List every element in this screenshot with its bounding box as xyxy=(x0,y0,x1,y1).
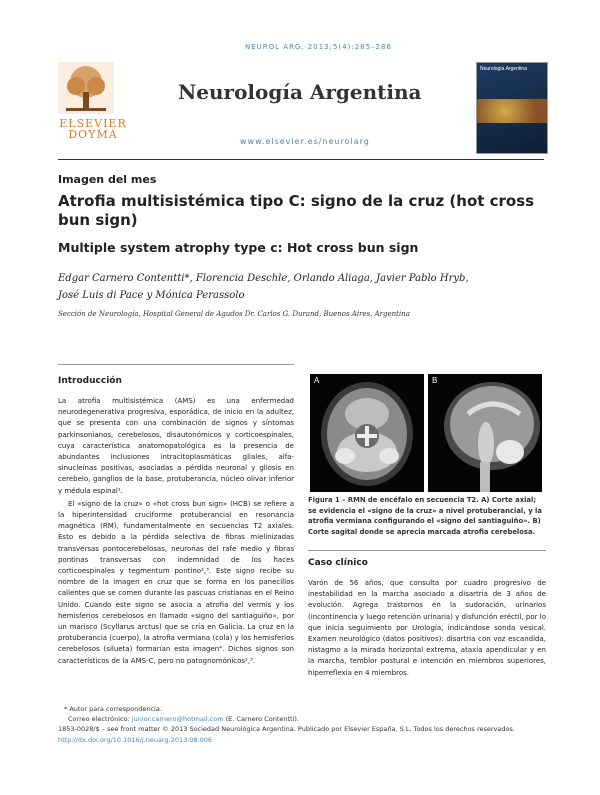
affiliation: Sección de Neurología, Hospital General de Agudos Dr. Carlos G. Durand, Buenos Aires, Argentina xyxy=(58,310,410,318)
copyright-notice: 1853-0028/$ – see front matter © 2013 Sociedad Neurológica Argentina. Publicado por Elsevier España, S.L. Todos los derechos reservados. xyxy=(58,725,515,734)
figure-label-b: B xyxy=(432,376,438,385)
figure-caption: Figura 1 – RMN de encéfalo en secuencia T2. A) Corte axial; se evidencia el «signo de la cruz» a nivel protuberancial, y la atrofia vermiana configurando el «signo del santiaguiño». B) Corte sagital donde se aprecia marcada atrofia cerebelosa. xyxy=(308,496,542,536)
doi-link[interactable]: http://dx.doi.org/10.1016/j.neuarg.2013.08.006 xyxy=(58,735,213,744)
intro-heading: Introducción xyxy=(58,376,122,386)
authors-line-2: José Luis di Pace y Mónica Perassolo xyxy=(58,290,245,301)
case-body: Varón de 56 años, que consulta por cuadro progresivo de inestabilidad en la marcha asociado a disartria de 3 años de evolución. Agrega trastornos en la sudoración, urinarios (incontinencia y luego retención urinaria) y disfunción eréctil, por lo que inicia seguimiento por Urología, indicándose sonda vesical. Examen neurológico (datos positivos): disartria con voz escandida, nistagmo a la mirada horizontal extrema, ataxia apendicular y en la marcha, temblor postural e intención en miembros superiores, hiperreflexia en 4 miembros. xyxy=(308,579,546,677)
footnotes xyxy=(58,704,548,745)
email-owner: (E. Carnero Contentti). xyxy=(225,715,299,724)
cover-artwork xyxy=(477,99,547,123)
intro-divider xyxy=(58,364,294,365)
mri-sagittal-image xyxy=(428,374,542,492)
article-title-english: Multiple system atrophy type c: Hot cross bun sign xyxy=(58,240,419,255)
journal-name: Neurología Argentina xyxy=(178,80,422,104)
journal-citation: NEUROL ARG. 2013;5(4):285–286 xyxy=(245,43,392,51)
intro-paragraph-1: La atrofia multisistémica (AMS) es una enfermedad neurodegenerativa progresiva, esporádica, de inicio en la adultez, que se presenta con una combinación de signos y síntomas parkinsonianos, cerebelosos, disautonómicos y corticoespinales, cuya característica anatomopatológica es la presencia de abundantes inclusiones intracitoplasmáticas gliales, alfa-sinucleínas positivas, asociadas a pérdida neuronal y gliosis en cerebelo, ganglios de la base, protuberancia, núcleo olivar inferior y médula espinal¹. xyxy=(58,397,294,495)
email-line xyxy=(58,714,548,724)
publisher-name-2: DOYMA xyxy=(68,128,118,141)
email-label: Correo electrónico: xyxy=(68,715,130,724)
journal-website-link[interactable]: www.elsevier.es/neurolarg xyxy=(240,137,370,146)
elsevier-logo xyxy=(58,62,128,158)
case-divider xyxy=(308,550,546,551)
corresponding-author-note: * Autor para correspondencia. xyxy=(64,705,162,713)
cover-title: Neurología Argentina xyxy=(480,66,527,72)
figure-panel-b xyxy=(428,374,542,492)
email-link[interactable]: junior.carnero@hotmail.com xyxy=(131,715,224,724)
figure-panel-a xyxy=(310,374,424,492)
publisher-name: ELSEVIER xyxy=(59,117,127,130)
intro-paragraph-2: El «signo de la cruz» o «hot cross bun sign» (HCB) se refiere a la hiperintensidad cruciforme protuberancial en resonancia magnética (RM), fundamentalmente en secuencias T2 axiales. Esto es debido a la pérdida selectiva de fibras mielinizadas transversas pontocerebelosas, neuronas del rafe medio y fibras pontinas transversas con indemnidad de los haces corticoespinales y tegmentum pontino²,³. Este signo recibe su nombre de la imagen en cruz que se forma en los panecillos calientes que se comen durante las pascuas cristianas en el Reino Unido. Cuando este signo se asocia a atrofia del vermis y los hemisferios cerebelosos en llamado «signo del santiaguiño», por un marisco (Scyllarus arctus) que se cría en Galicia. La cruz en la protuberancia (cuerpo), la atrofia vermiana (cola) y los hemisferios cerebelosos (silueta) formarían esta imagen⁴. Dichos signos son característicos de la AMS-C, pero no patognomónicos²,³. xyxy=(58,499,294,665)
article-title: Atrofia multisistémica tipo C: signo de la cruz (hot cross bun sign) xyxy=(58,192,535,229)
elsevier-tree-icon xyxy=(58,62,114,114)
figure-label-a: A xyxy=(314,376,320,385)
authors-line-1: Edgar Carnero Contentti*, Florencia Deschle, Orlando Aliaga, Javier Pablo Hryb, xyxy=(58,273,469,284)
intro-body xyxy=(58,396,294,669)
header-divider xyxy=(58,159,544,160)
journal-cover-image xyxy=(476,62,548,154)
mri-axial-image xyxy=(310,374,424,492)
authors xyxy=(58,270,538,304)
case-heading: Caso clínico xyxy=(308,558,368,568)
section-label: Imagen del mes xyxy=(58,173,157,186)
